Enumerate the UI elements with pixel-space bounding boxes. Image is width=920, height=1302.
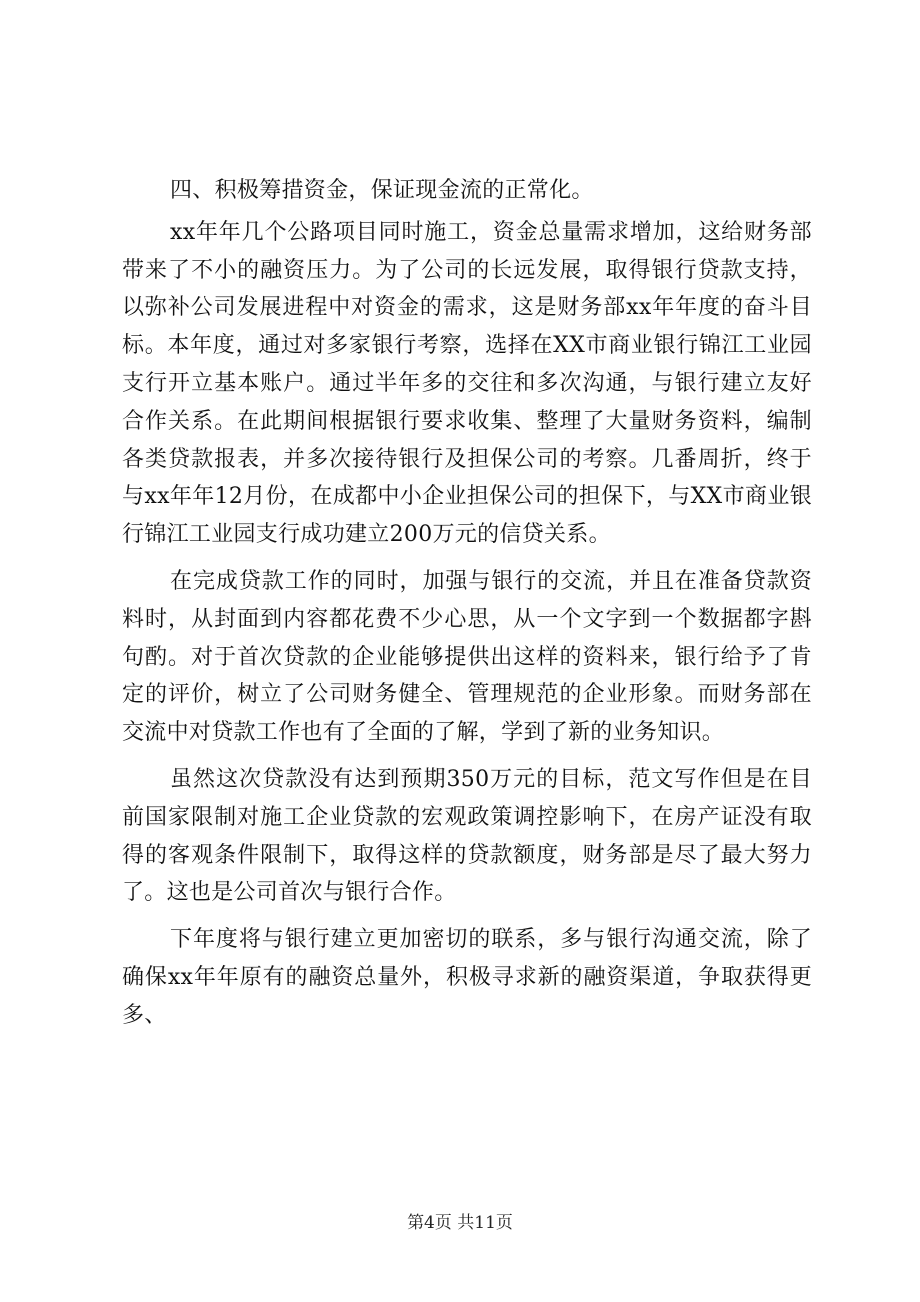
page-number-footer: 第4页 共11页 bbox=[407, 1213, 513, 1233]
paragraph-next-year: 下年度将与银行建立更加密切的联系，多与银行沟通交流，除了确保xx年年原有的融资总量外，积极寻求新的融资渠道，争取获得更多、 bbox=[122, 927, 812, 1028]
document-body bbox=[122, 172, 812, 1044]
paragraph-loan-target: 虽然这次贷款没有达到预期350万元的目标，范文写作但是在目前国家限制对施工企业贷款的宏观政策调控影响下，在房产证没有取得的客观条件限制下，取得这样的贷款额度，财务部是尽了最大努力了。这也是公司首次与银行合作。 bbox=[122, 766, 812, 906]
paragraph-financing: xx年年几个公路项目同时施工，资金总量需求增加，这给财务部带来了不小的融资压力。为了公司的长远发展，取得银行贷款支持，以弥补公司发展进程中对资金的需求，这是财务部xx年年度的奋斗目标。本年度，通过对多家银行考察，选择在XX市商业银行锦江工业园支行开立基本账户。通过半年多的交往和多次沟通，与银行建立友好合作关系。在此期间根据银行要求收集、整理了大量财务资料，编制各类贷款报表，并多次接待银行及担保公司的考察。几番周折，终于与xx年年12月份，在成都中小企业担保公司的担保下，与XX市商业银行锦江工业园支行成功建立200万元的信贷关系。 bbox=[122, 219, 812, 548]
paragraph-loan-materials: 在完成贷款工作的同时，加强与银行的交流，并且在准备贷款资料时，从封面到内容都花费不少心思，从一个文字到一个数据都字斟句酌。对于首次贷款的企业能够提供出这样的资料来，银行给予了肯定的评价，树立了公司财务健全、管理规范的企业形象。而财务部在交流中对贷款工作也有了全面的了解，学到了新的业务知识。 bbox=[122, 568, 812, 746]
section-heading: 四、积极筹措资金，保证现金流的正常化。 bbox=[170, 178, 594, 203]
